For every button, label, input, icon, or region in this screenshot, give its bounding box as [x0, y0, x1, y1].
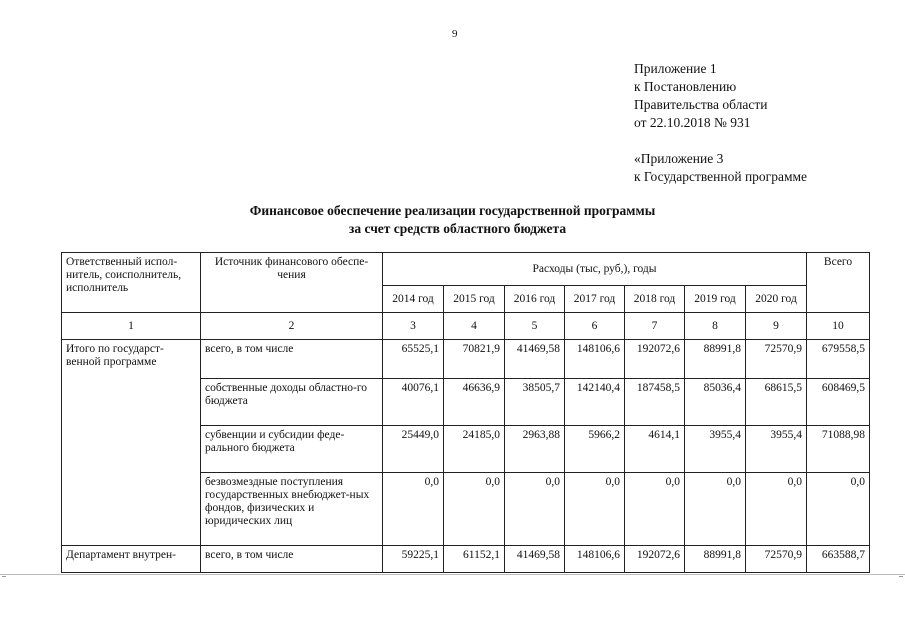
appendix-3-block [634, 150, 807, 186]
value-cell: 0,0 [746, 473, 807, 546]
value-cell: 0,0 [565, 473, 625, 546]
appendix-1-block [634, 60, 767, 132]
header-year: 2016 год [505, 286, 565, 313]
responsible-cell: Департамент внутрен- [62, 546, 201, 573]
value-cell: 24185,0 [444, 426, 505, 473]
column-number: 8 [685, 313, 746, 340]
title-line: за счет средств областного бюджета [348, 221, 567, 236]
value-cell: 0,0 [625, 473, 685, 546]
source-cell: субвенции и субсидии феде-рального бюджета [201, 426, 383, 473]
appendix-1-line: Правительства области [634, 97, 768, 112]
column-number: 2 [201, 313, 383, 340]
value-cell: 3955,4 [746, 426, 807, 473]
column-numbers-row [62, 313, 870, 340]
appendix-3-line: к Государственной программе [634, 169, 808, 184]
table-row [62, 340, 870, 379]
header-expenses: Расходы (тыс, руб,), годы [383, 253, 807, 286]
title-line: Финансовое обеспечение реализации государственной программы [249, 203, 656, 218]
value-cell: 72570,9 [746, 340, 807, 379]
value-cell: 40076,1 [383, 379, 444, 426]
column-number: 9 [746, 313, 807, 340]
source-cell: всего, в том числе [201, 340, 383, 379]
total-cell: 679558,5 [807, 340, 870, 379]
appendix-3-line: «Приложение 3 [634, 151, 724, 166]
header-year: 2014 год [383, 286, 444, 313]
value-cell: 65525,1 [383, 340, 444, 379]
header-year: 2015 год [444, 286, 505, 313]
total-cell: 608469,5 [807, 379, 870, 426]
value-cell: 192072,6 [625, 546, 685, 573]
column-number: 5 [505, 313, 565, 340]
value-cell: 142140,4 [565, 379, 625, 426]
value-cell: 0,0 [505, 473, 565, 546]
header-year: 2020 год [746, 286, 807, 313]
value-cell: 0,0 [444, 473, 505, 546]
source-cell: всего, в том числе [201, 546, 383, 573]
responsible-cell: Итого по государст-венной программе [62, 340, 201, 546]
table-row [62, 546, 870, 573]
value-cell: 59225,1 [383, 546, 444, 573]
column-number: 10 [807, 313, 870, 340]
appendix-1-line: к Постановлению [634, 79, 737, 94]
scan-mark [899, 576, 903, 577]
value-cell: 88991,8 [685, 340, 746, 379]
value-cell: 5966,2 [565, 426, 625, 473]
value-cell: 192072,6 [625, 340, 685, 379]
value-cell: 85036,4 [685, 379, 746, 426]
value-cell: 38505,7 [505, 379, 565, 426]
value-cell: 0,0 [685, 473, 746, 546]
value-cell: 3955,4 [685, 426, 746, 473]
source-cell: безвозмездные поступления государственных внебюджет-ных фондов, физических и юридических лиц [201, 473, 383, 546]
scan-mark [2, 576, 6, 577]
value-cell: 68615,5 [746, 379, 807, 426]
appendix-1-line: Приложение 1 [634, 61, 717, 76]
value-cell: 41469,58 [505, 340, 565, 379]
document-title [0, 202, 905, 238]
value-cell: 148106,6 [565, 546, 625, 573]
value-cell: 148106,6 [565, 340, 625, 379]
appendix-1-line: от 22.10.2018 № 931 [634, 115, 751, 130]
value-cell: 41469,58 [505, 546, 565, 573]
value-cell: 61152,1 [444, 546, 505, 573]
value-cell: 187458,5 [625, 379, 685, 426]
header-row [62, 253, 870, 286]
total-cell: 71088,98 [807, 426, 870, 473]
page-number: 9 [452, 28, 458, 40]
column-number: 6 [565, 313, 625, 340]
value-cell: 72570,9 [746, 546, 807, 573]
header-source: Источник финансового обеспе-чения [201, 253, 383, 313]
financing-table [61, 252, 870, 573]
source-cell: собственные доходы областно-го бюджета [201, 379, 383, 426]
value-cell: 46636,9 [444, 379, 505, 426]
column-number: 1 [62, 313, 201, 340]
value-cell: 25449,0 [383, 426, 444, 473]
column-number: 3 [383, 313, 444, 340]
header-year: 2019 год [685, 286, 746, 313]
total-cell: 663588,7 [807, 546, 870, 573]
header-responsible: Ответственный испол-нитель, соисполнитель, исполнитель [62, 253, 201, 313]
value-cell: 70821,9 [444, 340, 505, 379]
value-cell: 2963,88 [505, 426, 565, 473]
column-number: 4 [444, 313, 505, 340]
value-cell: 4614,1 [625, 426, 685, 473]
header-year: 2018 год [625, 286, 685, 313]
page-bottom-rule [0, 574, 905, 575]
header-total: Всего [807, 253, 870, 313]
value-cell: 88991,8 [685, 546, 746, 573]
column-number: 7 [625, 313, 685, 340]
header-year: 2017 год [565, 286, 625, 313]
value-cell: 0,0 [383, 473, 444, 546]
total-cell: 0,0 [807, 473, 870, 546]
